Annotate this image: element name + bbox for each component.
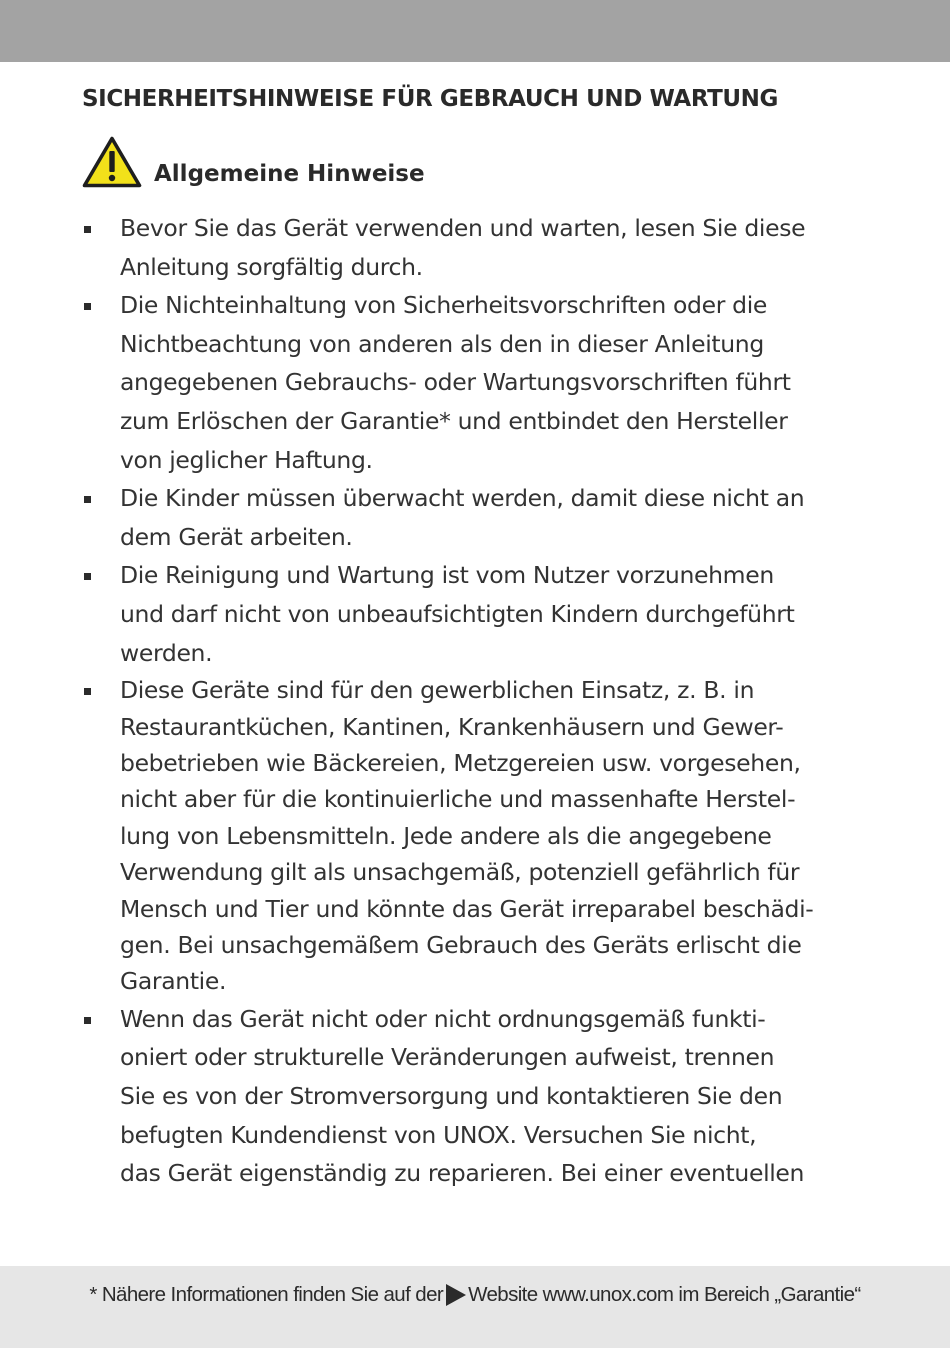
text-line: zum Erlöschen der Garantie* und entbindet den Hersteller bbox=[120, 406, 788, 435]
bullet-square-icon bbox=[84, 226, 91, 233]
text-line: dem Gerät arbeiten. bbox=[120, 522, 353, 551]
page-title: SICHERHEITSHINWEISE FÜR GEBRAUCH UND WARTUNG bbox=[82, 86, 778, 112]
safety-notes-list bbox=[82, 209, 882, 1193]
text-line: werden. bbox=[120, 638, 213, 667]
bullet-square-icon bbox=[84, 573, 91, 580]
text-line: von jeglicher Haftung. bbox=[120, 445, 373, 474]
text-line: nicht aber für die kontinuierliche und massenhafte Herstel- bbox=[120, 785, 796, 814]
footnote-text-before: * Nähere Informationen finden Sie auf der bbox=[89, 1283, 444, 1306]
text-line: gen. Bei unsachgemäßem Gebrauch des Geräts erlischt die bbox=[120, 930, 802, 959]
footnote bbox=[0, 1283, 950, 1307]
section-heading bbox=[82, 132, 425, 188]
bullet-square-icon bbox=[84, 303, 91, 310]
list-item bbox=[82, 209, 882, 286]
text-line: Die Reinigung und Wartung ist vom Nutzer vorzunehmen bbox=[120, 561, 774, 590]
warning-triangle-icon bbox=[82, 136, 142, 188]
bullet-square-icon bbox=[84, 1017, 91, 1024]
text-line: Restaurantküchen, Kantinen, Krankenhäusern und Gewer- bbox=[120, 712, 784, 741]
header-band bbox=[0, 0, 950, 62]
text-line: Die Nichteinhaltung von Sicherheitsvorschriften oder die bbox=[120, 291, 768, 320]
text-line: das Gerät eigenständig zu reparieren. Bei einer eventuellen bbox=[120, 1159, 805, 1188]
list-item bbox=[82, 556, 882, 672]
text-line: angegebenen Gebrauchs- oder Wartungsvorschriften führt bbox=[120, 368, 791, 397]
text-line: Garantie. bbox=[120, 967, 227, 996]
text-line: Mensch und Tier und könnte das Gerät irreparabel beschädi- bbox=[120, 894, 814, 923]
text-line: Verwendung gilt als unsachgemäß, potenziell gefährlich für bbox=[120, 858, 800, 887]
text-line: bebetrieben wie Bäckereien, Metzgereien usw. vorgesehen, bbox=[120, 748, 801, 777]
play-arrow-icon bbox=[446, 1284, 466, 1306]
text-line: Wenn das Gerät nicht oder nicht ordnungsgemäß funkti- bbox=[120, 1004, 766, 1033]
bullet-square-icon bbox=[84, 496, 91, 503]
text-line: und darf nicht von unbeaufsichtigten Kindern durchgeführt bbox=[120, 599, 795, 628]
list-item bbox=[82, 672, 882, 1000]
text-line: Sie es von der Stromversorgung und kontaktieren Sie den bbox=[120, 1081, 783, 1110]
text-line: lung von Lebensmitteln. Jede andere als die angegebene bbox=[120, 821, 772, 850]
text-line: Diese Geräte sind für den gewerblichen Einsatz, z. B. in bbox=[120, 676, 755, 705]
list-item bbox=[82, 286, 882, 479]
text-line: Anleitung sorgfältig durch. bbox=[120, 252, 423, 281]
text-line: Die Kinder müssen überwacht werden, damit diese nicht an bbox=[120, 484, 805, 513]
text-line: Nichtbeachtung von anderen als den in dieser Anleitung bbox=[120, 329, 764, 358]
bullet-square-icon bbox=[84, 688, 91, 695]
footnote-link-text[interactable]: Website www.unox.com im Bereich „Garantie“ bbox=[468, 1283, 861, 1306]
list-item bbox=[82, 479, 882, 556]
text-line: oniert oder strukturelle Veränderungen aufweist, trennen bbox=[120, 1043, 775, 1072]
text-line: Bevor Sie das Gerät verwenden und warten, lesen Sie diese bbox=[120, 214, 806, 242]
list-item bbox=[82, 1000, 882, 1193]
section-title: Allgemeine Hinweise bbox=[154, 161, 425, 187]
footer-band bbox=[0, 1266, 950, 1348]
text-line: befugten Kundendienst von UNOX. Versuchen Sie nicht, bbox=[120, 1120, 757, 1149]
